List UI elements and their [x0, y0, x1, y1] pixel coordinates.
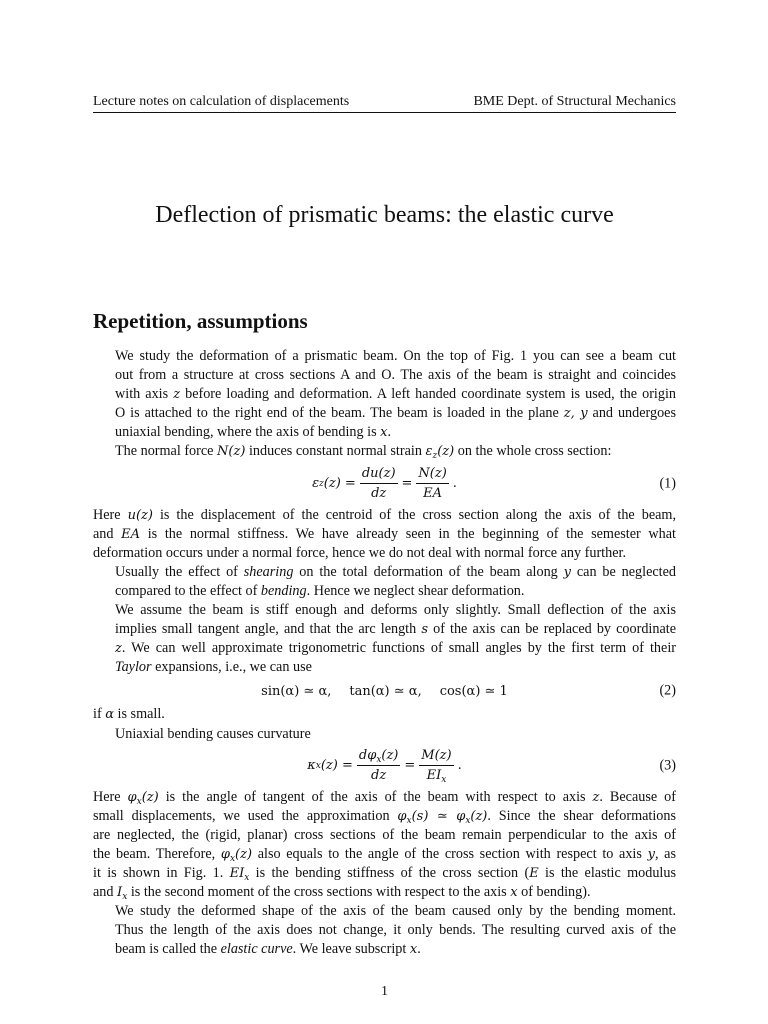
paper-title: Deflection of prismatic beams: the elastic curve — [155, 202, 614, 228]
running-header — [93, 92, 676, 113]
text-line: with axis z before loading and deformation. A left handed coordinate system is used, the origin — [115, 386, 676, 403]
header-right: BME Dept. of Structural Mechanics — [473, 94, 676, 109]
text-line: Thus the length of the axis does not change, it only bends. The resulting curved axis of the — [115, 922, 676, 939]
text-line: Taylor expansions, i.e., we can use — [115, 659, 312, 676]
text-line: uniaxial bending, where the axis of bending is x. — [115, 424, 392, 441]
math-x: x — [380, 425, 388, 441]
text-line: Here u(z) is the displacement of the centroid of the cross section along the axis of the beam, — [93, 506, 676, 523]
paragraph-6 — [93, 705, 676, 724]
text-line: small displacements, we used the approximation $\varphi_x(s)$ ≃ $\varphi_x(z)$. Since the shear deformations — [93, 807, 677, 826]
text-line: and EA is the normal stiffness. We have already seen in the beginning of the semester what — [93, 525, 676, 542]
equation-number: (1) — [659, 475, 676, 492]
paragraph-8 — [93, 788, 676, 903]
equation-1: ε z (z) = $\frac{du(z)}{dz}$ = $\frac{N(z)}{EA}$ . (1) — [312, 466, 676, 502]
text-line: deformation occurs under a normal force, hence we do not deal with normal force any further. — [93, 544, 627, 561]
paragraph-2 — [93, 442, 676, 461]
text-line: The normal force N(z) induces constant normal strain $\varepsilon_z(z)$ on the whole cross section: — [115, 443, 612, 462]
paragraph-5 — [93, 601, 676, 677]
text-line: O is attached to the right end of the beam. The beam is loaded in the plane z, y and undergoes — [115, 405, 676, 422]
text-line: implies small tangent angle, and that the arc length s of the axis can be replaced by coordinate — [115, 621, 676, 638]
text-line: z. We can well approximate trigonometric functions of small angles by the first term of their — [115, 640, 676, 657]
section-heading: Repetition, assumptions — [93, 309, 308, 333]
text-line: compared to the effect of bending. Hence we neglect shear deformation. — [115, 582, 525, 599]
text-line: if α is small. — [93, 706, 165, 723]
text-line: Here $\varphi_x(z)$ is the angle of tangent of the axis of the beam with respect to axis z. Because of — [93, 788, 676, 807]
equation-3: κ x (z) = $\frac{d\varphi_x(z)}{dz}$ = $\frac{M(z)}{EI_x}$ . (3) — [307, 748, 676, 786]
text-line: Uniaxial bending causes curvature — [115, 725, 311, 742]
paper-page — [93, 0, 676, 1024]
math-strain: $\varepsilon_z(z)$ — [425, 444, 455, 462]
text-line: We study the deformed shape of the axis of the beam caused only by the bending moment. — [115, 903, 676, 920]
fraction: $\frac{d\varphi_x(z)}{dz}$ — [358, 748, 399, 784]
page-number: 1 — [381, 984, 388, 999]
fraction: $\frac{N(z)}{EA}$ — [418, 466, 447, 502]
math-z: z — [173, 387, 181, 403]
text-line: it is shown in Fig. 1. $EI_x$ is the bending stiffness of the cross section (E is the elastic modulus — [93, 864, 676, 883]
fraction: $\frac{du(z)}{dz}$ — [361, 466, 396, 502]
equation-2: sin(α) ≃ α, tan(α) ≃ α, cos(α) ≃ 1 (2) — [93, 677, 676, 705]
paragraph-7 — [93, 725, 676, 744]
equation-number: (2) — [659, 682, 676, 699]
text-line: are neglected, the (rigid, planar) cross sections of the beam remain perpendicular to the axis of — [93, 826, 676, 843]
text-line: beam is called the elastic curve. We leave subscript x. — [115, 941, 421, 958]
text-line: and $I_x$ is the second moment of the cross sections with respect to the axis x of bending). — [93, 884, 591, 903]
math-zy: z, y — [563, 406, 588, 422]
paragraph-4 — [93, 563, 676, 601]
text-line: Usually the effect of shearing on the total deformation of the beam along y can be neglected — [115, 563, 677, 580]
math-normal-force: N(z) — [217, 444, 246, 460]
paragraph-3 — [93, 506, 676, 563]
body-text — [93, 347, 676, 959]
text-line: the beam. Therefore, $\varphi_x(z)$ also equals to the angle of the cross section with respect to axis y, as — [93, 845, 676, 864]
fraction: $\frac{M(z)}{EI_x}$ — [421, 748, 452, 786]
text-line: out from a structure at cross sections A and O. The axis of the beam is straight and coincides — [115, 367, 676, 384]
text-line: We assume the beam is stiff enough and deforms only slightly. Small deflection of the axis — [115, 602, 676, 619]
text-line: We study the deformation of a prismatic beam. On the top of Fig. 1 you can see a beam cut — [115, 348, 676, 364]
paragraph-1 — [93, 347, 676, 442]
equation-number: (3) — [659, 757, 676, 774]
header-left: Lecture notes on calculation of displacements — [93, 94, 350, 109]
paragraph-9 — [93, 902, 676, 959]
